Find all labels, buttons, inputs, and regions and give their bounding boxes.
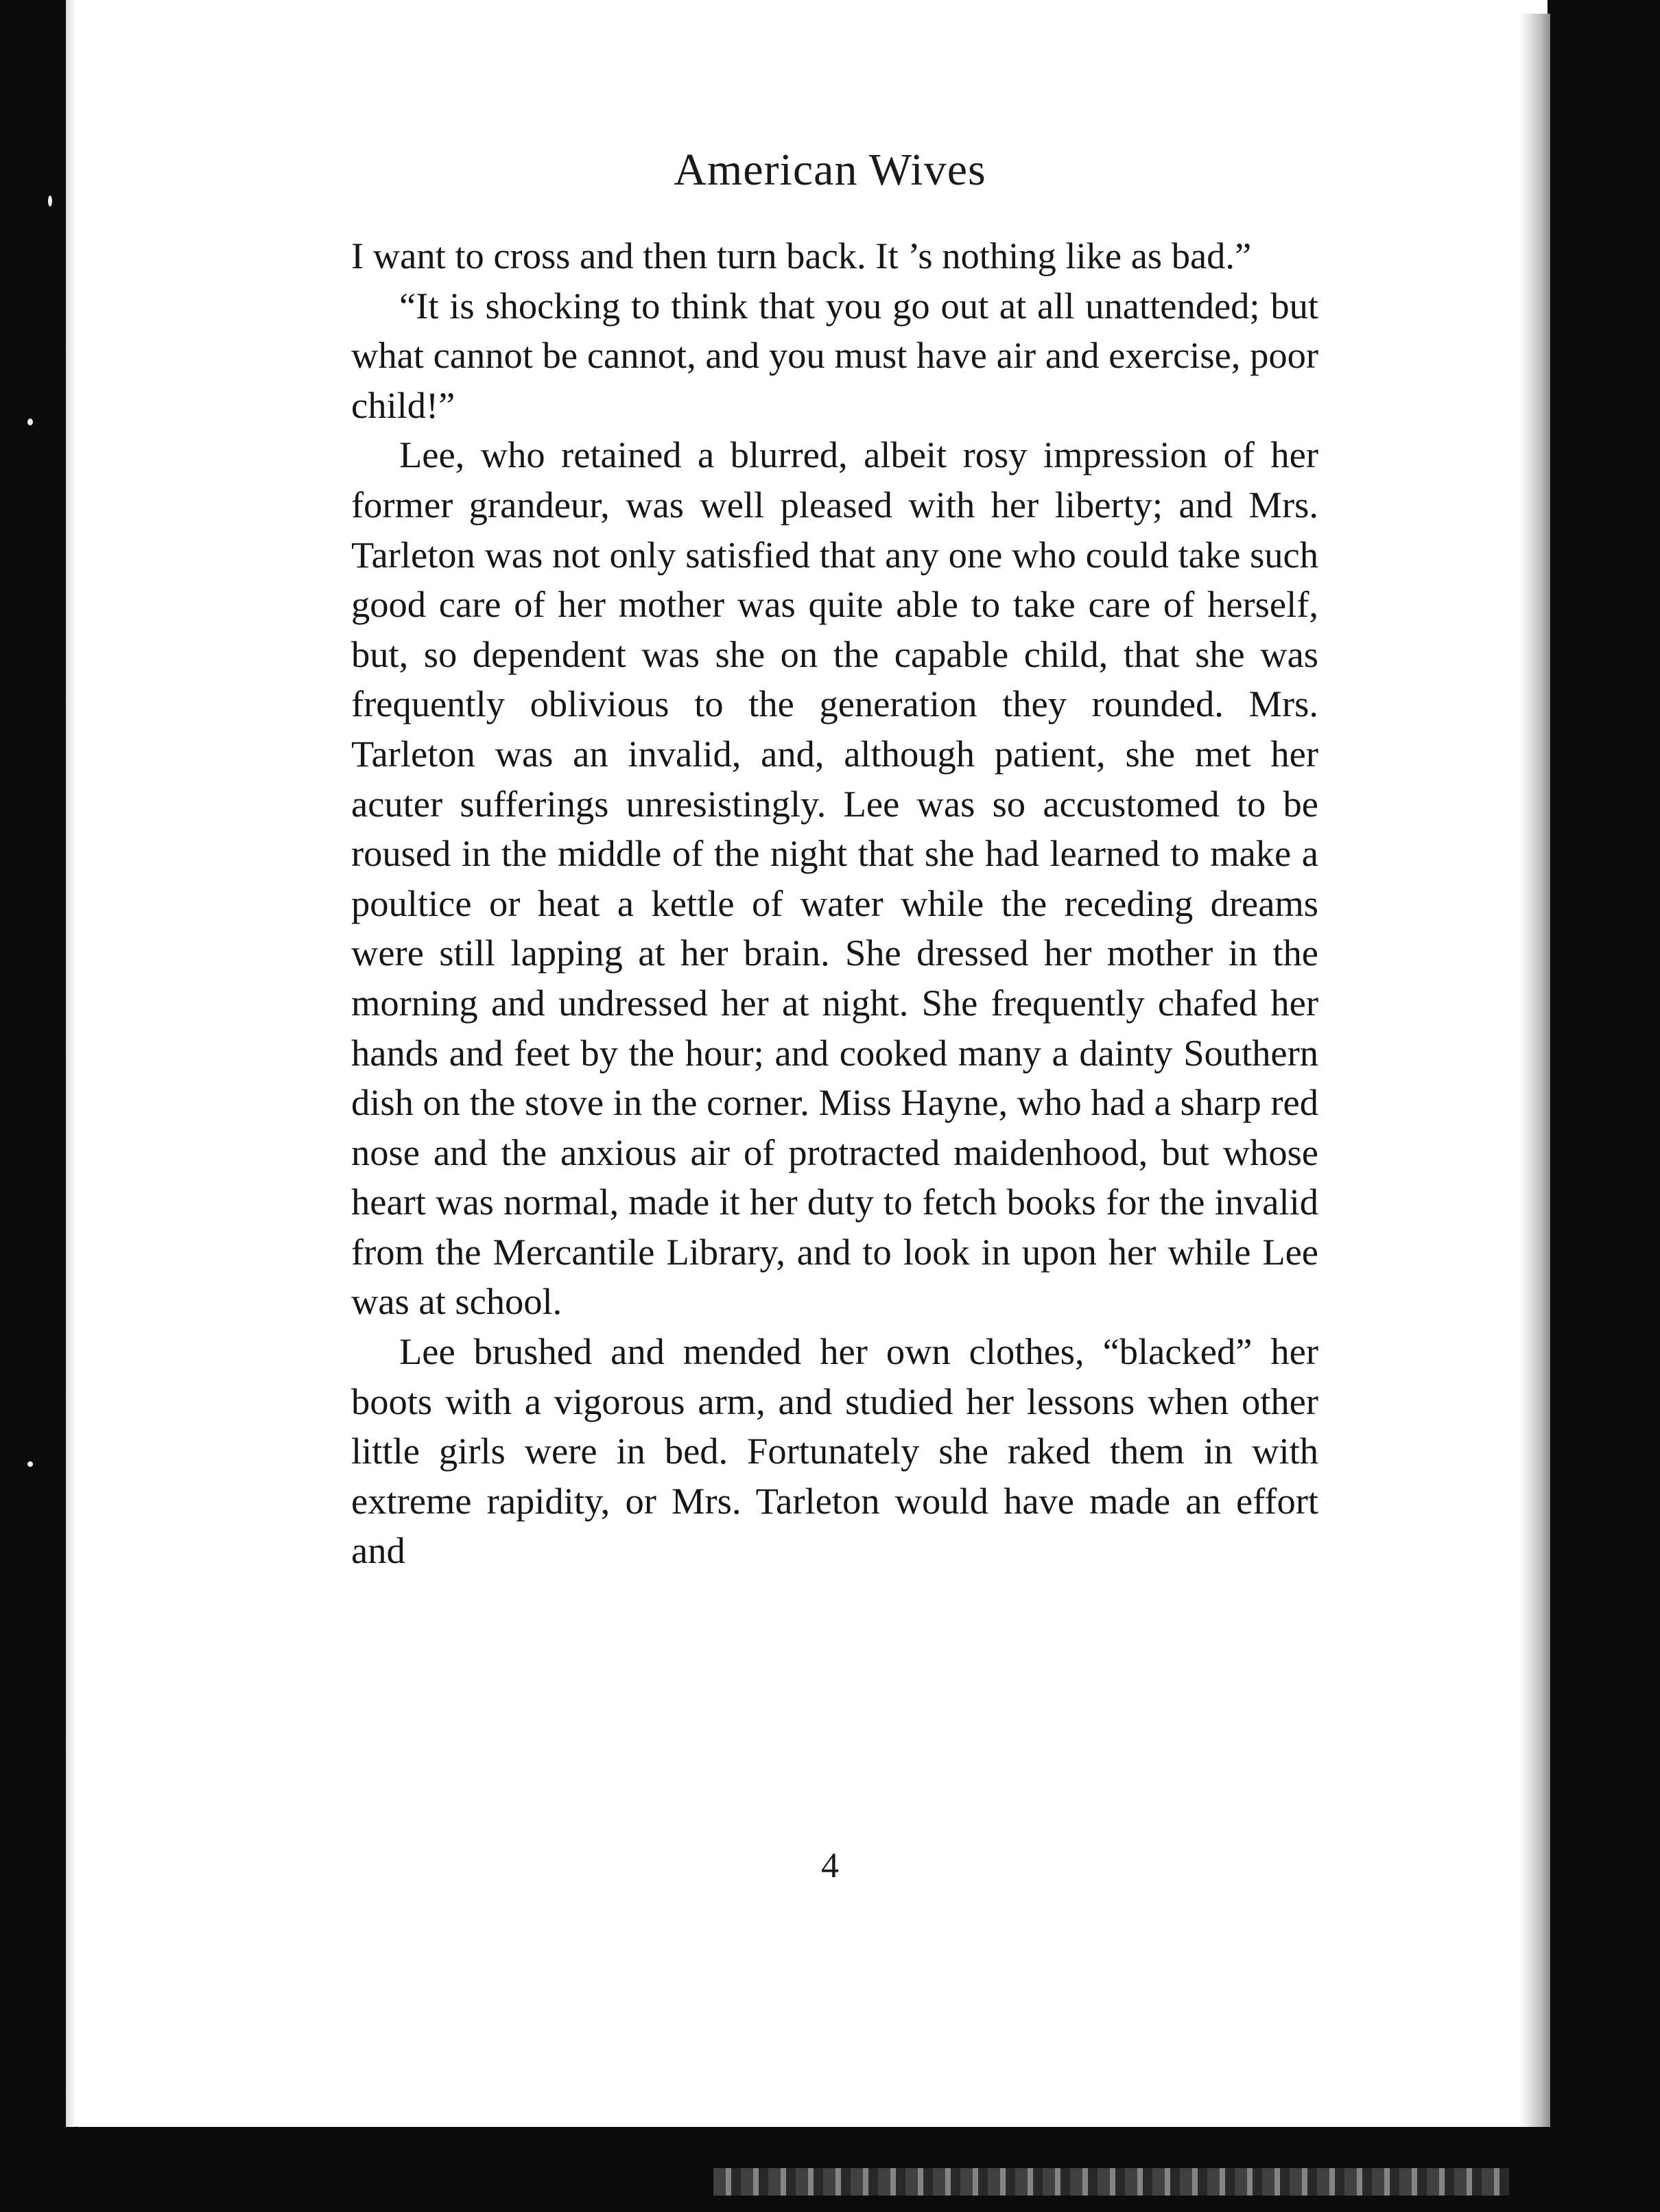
paragraph: I want to cross and then turn back. It ’s nothing like as bad.” <box>351 235 1252 276</box>
page-number: 4 <box>821 1846 839 1885</box>
book-bottom-edge <box>713 2168 1509 2196</box>
page-edge-shadow <box>1519 14 1550 2127</box>
paragraph: Lee, who retained a blurred, albeit rosy impression of her former grandeur, was well pleased with her liberty; and Mrs. Tarleton was not only satisfied that any one who could take such good care of her mother was quite able to take care of herself, but, so dependent was she on the capable child, that she was frequently oblivious to the generation they rounded. Mrs. Tarleton was an invalid, and, although patient, she met her acuter sufferings unresistingly. Lee was so accustomed to be roused in the middle of the night that she had learned to make a poultice or heat a kettle of water while the receding dreams were still lapping at her brain. She dressed her mother in the morning and undressed her at night. She frequently chafed her hands and feet by the hour; and cooked many a dainty Southern dish on the stove in the corner. Miss Hayne, who had a sharp red nose and the anxious air of protracted maidenhood, but whose heart was normal, made it her duty to fetch books for the invalid from the Mercantile Library, and to look in upon her while Lee was at school. <box>351 434 1318 1323</box>
paragraph: “It is shocking to think that you go out at all unattended; but what cannot be cannot, and you must have air and exercise, poor child!” <box>351 284 1318 426</box>
running-header: American Wives <box>674 145 986 195</box>
page-gutter-shadow <box>66 0 75 2127</box>
scan-speck <box>48 196 52 207</box>
scan-speck <box>27 1461 33 1467</box>
paragraph: Lee brushed and mended her own clothes, “blacked” her boots with a vigorous arm, and studied her lessons when other little girls were in bed. Fortunately she raked them in with extreme rapidity, or Mrs. Tarleton would have made an effort and <box>351 1330 1318 1572</box>
body-text <box>351 231 1318 1576</box>
scan-speck <box>27 419 33 425</box>
